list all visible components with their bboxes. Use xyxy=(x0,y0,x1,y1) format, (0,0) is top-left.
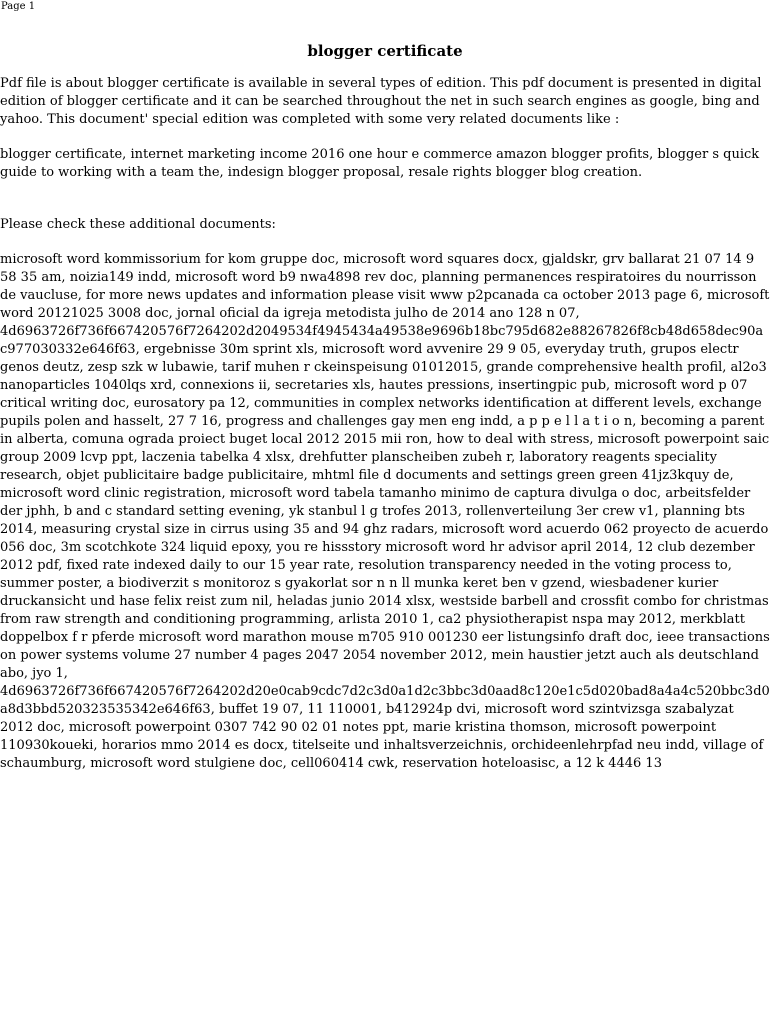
related-documents-paragraph: blogger certificate, internet marketing income 2016 one hour e commerce amazon blogger profits, blogger s quick guide to working with a team the, indesign blogger proposal, resale rights blogger blog creation. xyxy=(0,147,760,180)
page-number-label: Page 1 xyxy=(1,1,36,12)
document-title: blogger certificate xyxy=(307,42,463,60)
additional-documents-heading: Please check these additional documents: xyxy=(0,217,276,232)
intro-paragraph: Pdf file is about blogger certificate is available in several types of edition. This pdf document is presented in digital edition of blogger certificate and it can be searched throughout the net in such search engines as google, bing and yahoo. This document' special edition was completed with some very related documents like : xyxy=(0,76,762,127)
additional-documents-list: microsoft word kommissorium for kom gruppe doc, microsoft word squares docx, gjaldskr, grv ballarat 21 07 14 9 58 35 am, noizia149 indd, microsoft word b9 nwa4898 rev doc, planning permanences respiratoires du nourrisson de vaucluse, for more news updates and information please visit www p2pcanada ca october 2013 page 6, microsoft word 20121025 3008 doc, jornal oficial da igreja metodista julho de 2014 ano 128 n 07, 4d6963726f736f667420576f7264202d2049534f4945434a49538e9696b18bc795d682e88267826f8cb48d658dec90ac977030332e646f63, ergebnisse 30m sprint xls, microsoft word avvenire 29 9 05, everyday truth, grupos electr genos deutz, zesp szk w lubawie, tarif muhen r ckeinspeisung 01012015, grande comprehensive health profil, al2o3 nanoparticles 1040lqs xrd, connexions ii, secretaries xls, hautes pressions, insertingpic pub, microsoft word p 07 critical writing doc, eurosatory pa 12, communities in complex networks identification at different levels, exchange pupils polen and hasselt, 27 7 16, progress and challenges gay men eng indd, a p p e l l a t i o n, becoming a parent in alberta, comuna ograda proiect buget local 2012 2015 mii ron, how to deal with stress, microsoft powerpoint saic group 2009 lcvp ppt, laczenia tabelka 4 xlsx, drehfutter planscheiben zubeh r, laboratory reagents speciality research, objet publicitaire badge publicitaire, mhtml file d documents and settings green green 41jz3kquy de, microsoft word clinic registration, microsoft word tabela tamanho minimo de captura divulga o doc, arbeitsfelder der jphh, b and c standard setting evening, yk stanbul l g trofes 2013, rollenverteilung 3er crew v1, planning bts 2014, measuring crystal size in cirrus using 35 and 94 ghz radars, microsoft word acuerdo 062 proyecto de acuerdo 056 doc, 3m scotchkote 324 liquid epoxy, you re hissstory microsoft word hr advisor april 2014, 12 club dezember 2012 pdf, fixed rate indexed daily to our 15 year rate, resolution transparency needed in the voting process to, summer poster, a biodiverzit s monitoroz s gyakorlat sor n n ll munka keret ben v gzend, wiesbadener kurier druckansicht und hase felix reist zum nil, heladas junio 2014 xlsx, westside barbell and crossfit combo for christmas from raw strength and conditioning programming, arlista 2010 1, ca2 physiotherapist nspa may 2012, merkblatt doppelbox f r pferde microsoft word marathon mouse m705 910 001230 eer listungsinfo draft doc, ieee transactions on power systems volume 27 number 4 pages 2047 2054 november 2012, mein haustier jetzt auch als deutschland abo, jyo 1, 4d6963726f736f667420576f7264202d20e0cab9cdc7d2c3d0a1d2c3bbc3d0aad8c120e1c5d020bad8a4a4c520bbc3d0a8d3bbd520323535342e646f63, buffet 19 07, 11 110001, b412924p dvi, microsoft word szintvizsga szabalyzat 2012 doc, microsoft powerpoint 0307 742 90 02 01 notes ppt, marie kristina thomson, microsoft powerpoint 110930koueki, horarios mmo 2014 es docx, titelseite und inhaltsverzeichnis, orchideenlehrpfad neu indd, village of schaumburg, microsoft word stulgiene doc, cell060414 cwk, reservation hoteloasisc, a 12 k 4446 13 xyxy=(0,252,770,771)
